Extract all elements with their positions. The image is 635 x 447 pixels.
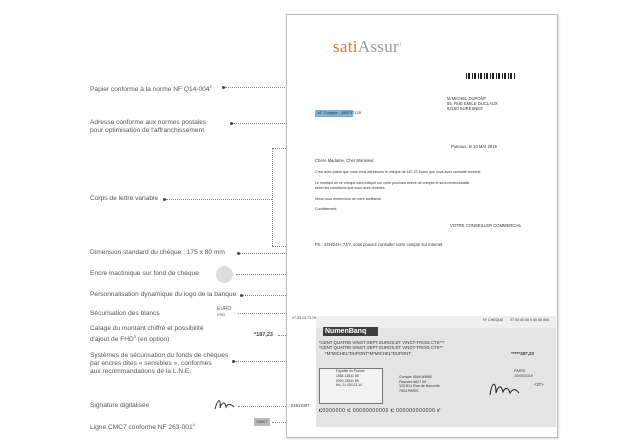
leader-line (166, 199, 272, 200)
addressee-block: M.MICHEL DUPONT 55, RUE EMILE DUCLAUX 92150 SURESNES (447, 96, 498, 111)
label-systems-2: par encres dites « sensibles », conformes (90, 360, 212, 367)
signoff: VOTRE CONSEILLER COMMERCIAL (450, 223, 522, 228)
paragraph-2a: Le montant de ce chèque sera indiqué sur votre prochain relevé de compte et sera remboursable (315, 181, 470, 185)
cheque-date: 10/05/2019 (514, 374, 534, 378)
label-cmc7: Ligne CMC7 conforme NF $263-001^4$ (90, 422, 195, 432)
cmc7-line: ⑆0000000 ⑆ 00000000000 ⑆ 000000000000 ⑈ (319, 408, 441, 414)
label-calage-1: Calage du montant chiffré et possibilité (90, 325, 204, 332)
cheque-amount: *****187,23 (511, 351, 534, 356)
ink-swatch (216, 266, 233, 283)
bank-name: NumenBanq (325, 328, 367, 335)
place-date: Puteaux, le 10 MAI 2019 (451, 144, 497, 149)
amount-words-1: *CENT QUATRE-VINGT SEPT EUROS ET VINGT-TROIS CTS*** (319, 340, 445, 345)
stub-amount-callout: *187,23 (254, 332, 273, 338)
label-systems-3: aux recommandations de la L.N.E. (90, 368, 192, 375)
account-number: N° Compte : 159737125 (318, 110, 361, 115)
label-paper-norm: Papier conforme à la norme NF $Q14-004^2$ (90, 84, 212, 94)
stub-ref-top: 07.53.13.73.76 (292, 316, 316, 320)
signature-sample-icon (212, 396, 238, 412)
amount-words-2: *CENT QUATRE-VINGT SEPT EUROS ET VINGT-TROIS CTS** (319, 345, 443, 350)
label-dimension: Dimension standard du chèque : 175 x 80 mm (90, 249, 225, 256)
bracket-line (272, 148, 286, 149)
stub-ref: 01611007 (291, 403, 310, 408)
euro-fhd-mark: EURO FHD (217, 306, 232, 317)
paragraph-3: Nous vous remercions de votre confiance. (315, 197, 383, 201)
cmc7-tag: CMC7 (254, 418, 270, 426)
label-ink: Encre inactinique sur fond de chèque (90, 270, 199, 277)
label-blanks: Sécurisation des blancs (90, 310, 160, 317)
postscript: PS : 24H/24H, 7J/7, vous pouvez consulter votre compte sur internet (315, 242, 443, 247)
cheque-ref-right: 07 00 00 00 0 00 00 000 (510, 318, 549, 322)
closing: Cordialement, (315, 207, 338, 211)
barcode (466, 73, 516, 79)
salutation: Chère Madame, Cher Monsieur, (315, 158, 375, 163)
cheque-head-right: N° CHEQUE (483, 318, 504, 322)
paragraph-2b: selon les conditions que vous avez choisies. (315, 186, 386, 190)
label-logo-perso: Personnalisation dynamique du logo de la banque (90, 291, 237, 298)
domiciliation-text: Payable en France 1584 13641 88 0000 13641 89 No. 21.454.23.14 (336, 369, 365, 388)
paragraph-1: C'est avec plaisir que nous vous adressons le chèque de 187,23 Euros que vous avez souhaité recevoir. (315, 170, 482, 174)
bracket-line (272, 148, 273, 246)
payee: *M*MICHEL*DUPONT*M*MICHEL*DUPONT (325, 351, 411, 356)
label-calage-2: d'ajout de FHD$^3$ (en option) (90, 334, 170, 344)
label-address-2: pour optimisation de l'affranchissement (90, 127, 205, 134)
leader-line (225, 87, 285, 88)
bracket-line (272, 246, 286, 247)
insurer-logo: satiAssur$^1$ (333, 37, 402, 56)
bank-address: Compte 4548 60888 Pasrvier 8827 59 125 B11 Rue de Nouvelle 7503 PARIS (399, 375, 440, 393)
signature-icon (486, 378, 528, 400)
cheque-place: PARIS (514, 369, 526, 373)
label-body: Corps de lettre variable (90, 195, 159, 202)
cheque-number: <27> (534, 382, 544, 387)
label-systems-1: Systèmes de sécurisation du fonds de chèques (90, 352, 229, 359)
label-address-1: Adresse conforme aux normes postales (90, 119, 207, 126)
label-signature: Signature digitalisée (90, 402, 150, 409)
